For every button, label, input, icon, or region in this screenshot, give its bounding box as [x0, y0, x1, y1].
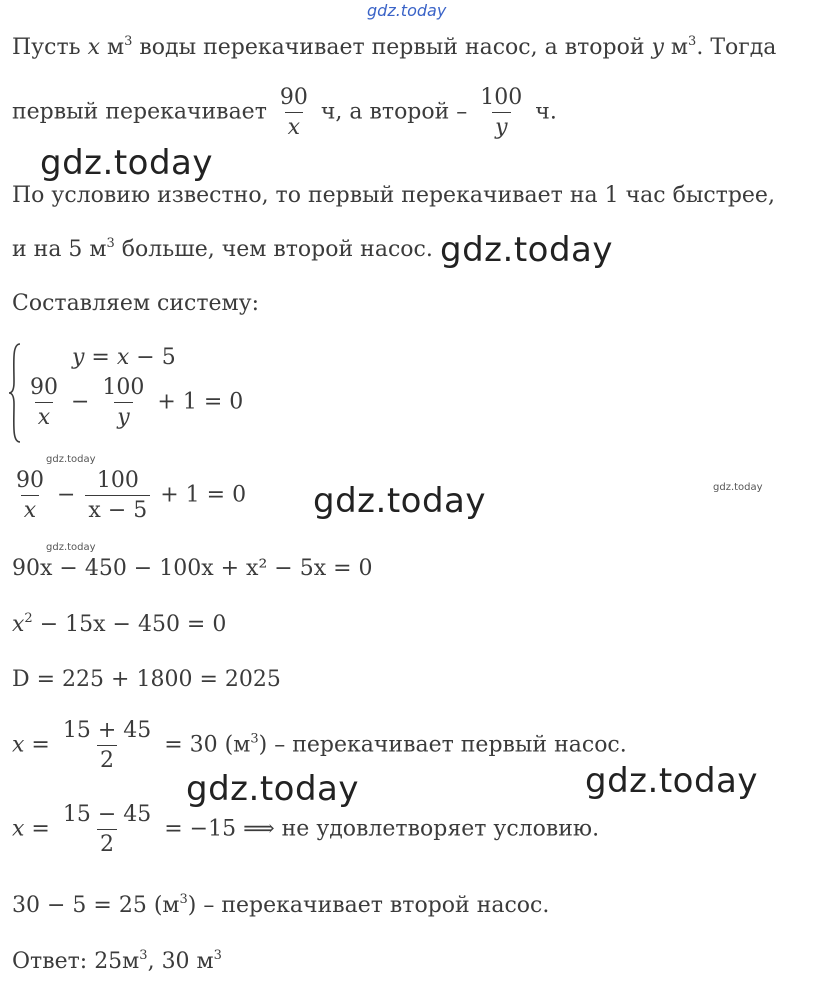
watermark-top: gdz.today: [367, 1, 447, 20]
watermark-small: gdz.today: [713, 482, 763, 493]
fraction: $\frac{100}{y}$: [480, 85, 523, 141]
watermark: gdz.today: [40, 143, 213, 183]
equation-5: $x^2 - 15x - 450 = 0$: [12, 611, 227, 637]
text-line-3: По условию известно, то первый перекачивает на 1 час быстрее,: [12, 183, 775, 208]
equation-9: 30 − 5 = 25 $(м^3)$ – перекачивает второй насос.: [12, 892, 550, 918]
equation-6: D = 225 + 1800 = 2025: [12, 667, 281, 692]
equation-8: x = $\frac{15 - 45}{2}$ = −15 ⟹ не удовлетворяет условию.: [12, 802, 600, 858]
equation-4: 90x − 450 − 100x + x² − 5x = 0: [12, 556, 373, 581]
system-equation-2: $\frac{90}{x}$ − $\frac{100}{y}$ + 1 = 0: [30, 375, 244, 431]
watermark: gdz.today: [313, 481, 486, 521]
watermark: gdz.today: [585, 761, 758, 801]
text-line-2: первый перекачивает $\frac{90}{x}$ ч, а второй – $\frac{100}{y}$ ч.: [12, 85, 557, 141]
system-brace: [8, 342, 22, 444]
fraction: $\frac{90}{x}$: [279, 85, 308, 141]
answer: Ответ: $25м^3$, 30 $м^3$: [12, 948, 222, 974]
watermark: gdz.today: [186, 769, 359, 809]
watermark: gdz.today: [440, 230, 613, 270]
watermark-small: gdz.today: [46, 454, 96, 465]
watermark-small: gdz.today: [46, 542, 96, 553]
text-line-4: и на 5 $м^3$ больше, чем второй насос.: [12, 236, 433, 262]
text-line-5: Составляем систему:: [12, 291, 260, 316]
equation-7: x = $\frac{15 + 45}{2}$ = 30 $(м^3)$ – перекачивает первый насос.: [12, 718, 627, 774]
equation-3: $\frac{90}{x}$ − $\frac{100}{x - 5}$ + 1 = 0: [16, 468, 247, 524]
text-line-1: Пусть x $м^3$ воды перекачивает первый насос, а второй y $м^3$. Тогда: [12, 34, 777, 60]
system-equation-1: y = x − 5: [72, 345, 176, 370]
